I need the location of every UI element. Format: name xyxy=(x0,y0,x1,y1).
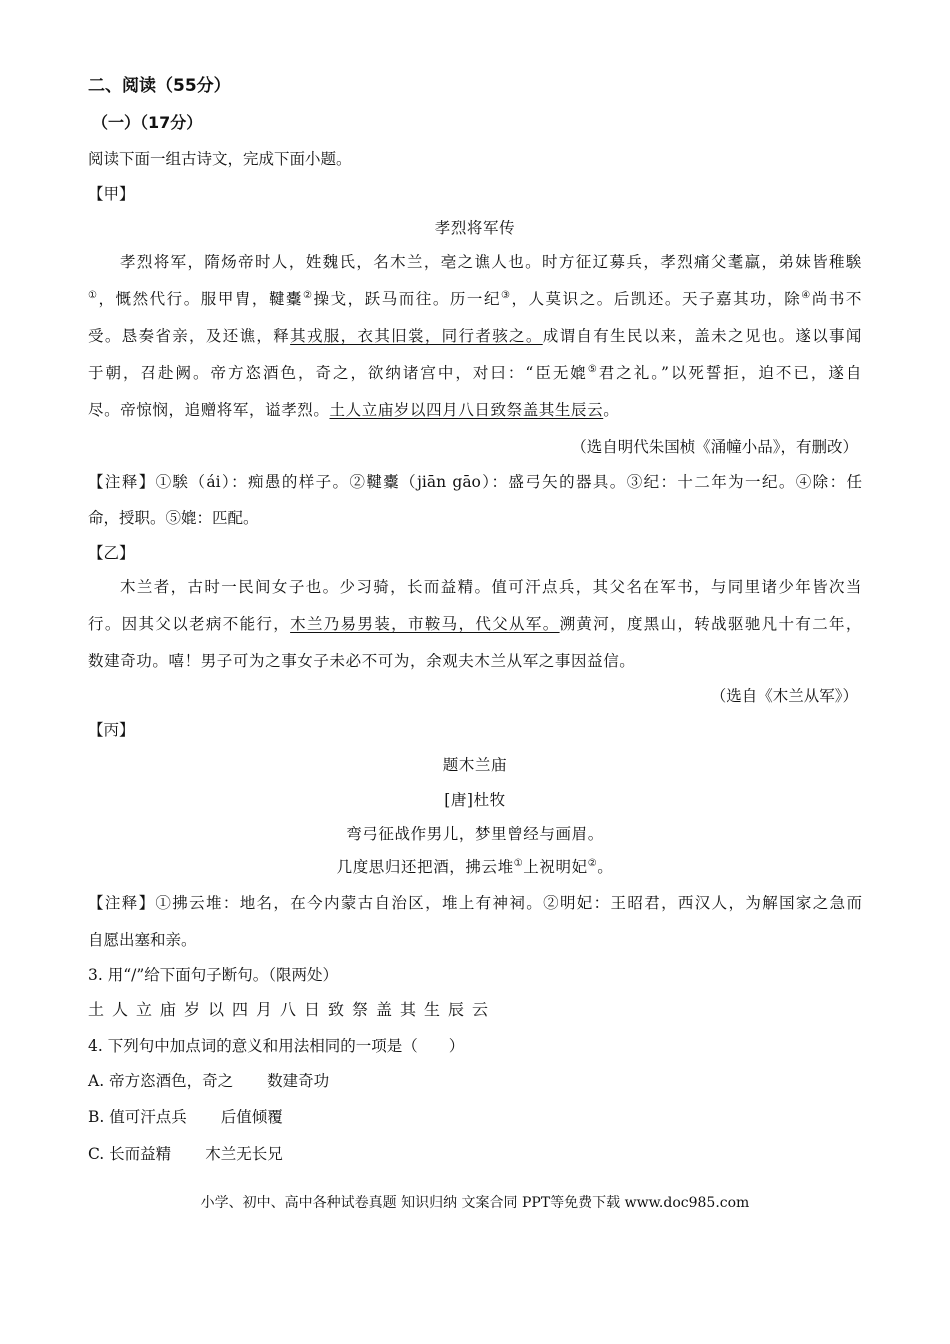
instruction: 阅读下面一组古诗文，完成下面小题。 xyxy=(88,150,352,168)
jia-line-1: 孝烈将军，隋炀帝时人，姓魏氏，名木兰，亳之谯人也。时方征辽募兵，孝烈痛父耄羸，弟妹皆稚騃 xyxy=(120,253,862,271)
yi-line-3: 数建奇功。嘻！男子可为之事女子未必不可为，余观夫木兰从军之事因益信。 xyxy=(88,652,636,670)
jia-source: （选自明代朱国桢《涌幢小品》，有删改） xyxy=(571,438,858,456)
bing-verse-1: 弯弓征战作男儿，梦里曾经与画眉。 xyxy=(346,825,604,843)
jia-line-4: 于朝，召赴阙。帝方恣酒色，奇之，欲纳诸宫中，对曰：“臣无媲⑤君之礼。”以死誓拒，迫不已，遂自 xyxy=(88,363,862,382)
jia-line-3: 受。恳奏省亲，及还谯，释其戎服，衣其旧裳，同行者骇之。成谓自有生民以来，盖未之见也。遂以事闻 xyxy=(88,327,863,345)
yi-source: （选自《木兰从军》） xyxy=(710,687,858,705)
question-3-sentence: 土人立庙岁以四月八日致祭盖其生辰云 xyxy=(88,1000,497,1019)
jia-line-5: 尽。帝惊悯，追赠将军，谥孝烈。土人立庙岁以四月八日致祭盖其生辰云。 xyxy=(88,401,620,419)
jia-label: 【甲】 xyxy=(88,185,135,203)
jia-note-2: 命，授职。⑤媲：匹配。 xyxy=(88,509,259,527)
bing-author: [唐]杜牧 xyxy=(444,791,506,809)
yi-label: 【乙】 xyxy=(88,544,135,562)
yi-line-1: 木兰者，古时一民间女子也。少习骑，长而益精。值可汗点兵，其父名在军书，与同里诸少年皆次当 xyxy=(120,578,862,596)
jia-note-1: 【注释】①騃（ái）：痴愚的样子。②鞬櫜（jiān gāo）：盛弓矢的器具。③纪：十二年为一纪。④除：任 xyxy=(88,473,862,491)
footer: 小学、初中、高中各种试卷真题 知识归纳 文案合同 PPT等免费下载 www.doc985.com xyxy=(200,1195,750,1211)
bing-title: 题木兰庙 xyxy=(442,756,508,774)
bing-label: 【丙】 xyxy=(88,721,135,739)
bing-verse-2: 几度思归还把酒，拂云堆①上祝明妃②。 xyxy=(336,857,614,876)
option-b: B. 值可汗点兵 后值倾覆 xyxy=(88,1108,283,1126)
subsection-title: （一）（17分） xyxy=(92,113,203,132)
section-title: 二、阅读（55分） xyxy=(88,76,231,96)
question-3-stem: 3. 用“/”给下面句子断句。（限两处） xyxy=(88,966,339,984)
option-a: A. 帝方恣酒色，奇之 数建奇功 xyxy=(88,1072,330,1090)
underlined-sentence: 土人立庙岁以四月八日致祭盖其生辰云 xyxy=(329,401,604,419)
question-4-stem: 4. 下列句中加点词的意义和用法相同的一项是（ ） xyxy=(88,1037,465,1055)
option-c: C. 长而益精 木兰无长兄 xyxy=(88,1145,283,1163)
yi-line-2: 行。因其父以老病不能行，木兰乃易男装，市鞍马，代父从军。溯黄河，度黑山，转战驱驰凡十有二年， xyxy=(88,615,862,633)
jia-line-2: ①，慨然代行。服甲胄，鞬櫜②操戈，跃马而往。历一纪③，人莫识之。后凯还。天子嘉其功，除④尚书不 xyxy=(88,289,862,308)
jia-title: 孝烈将军传 xyxy=(434,219,516,237)
bing-note-2: 自愿出塞和亲。 xyxy=(88,931,197,949)
underlined-sentence: 木兰乃易男装，市鞍马，代父从军。 xyxy=(290,615,560,633)
bing-note-1: 【注释】①拂云堆：地名，在今内蒙古自治区，堆上有神祠。②明妃：王昭君，西汉人，为解国家之急而 xyxy=(88,894,862,912)
underlined-phrase: 其戎服，衣其旧裳，同行者骇之。 xyxy=(290,327,543,345)
